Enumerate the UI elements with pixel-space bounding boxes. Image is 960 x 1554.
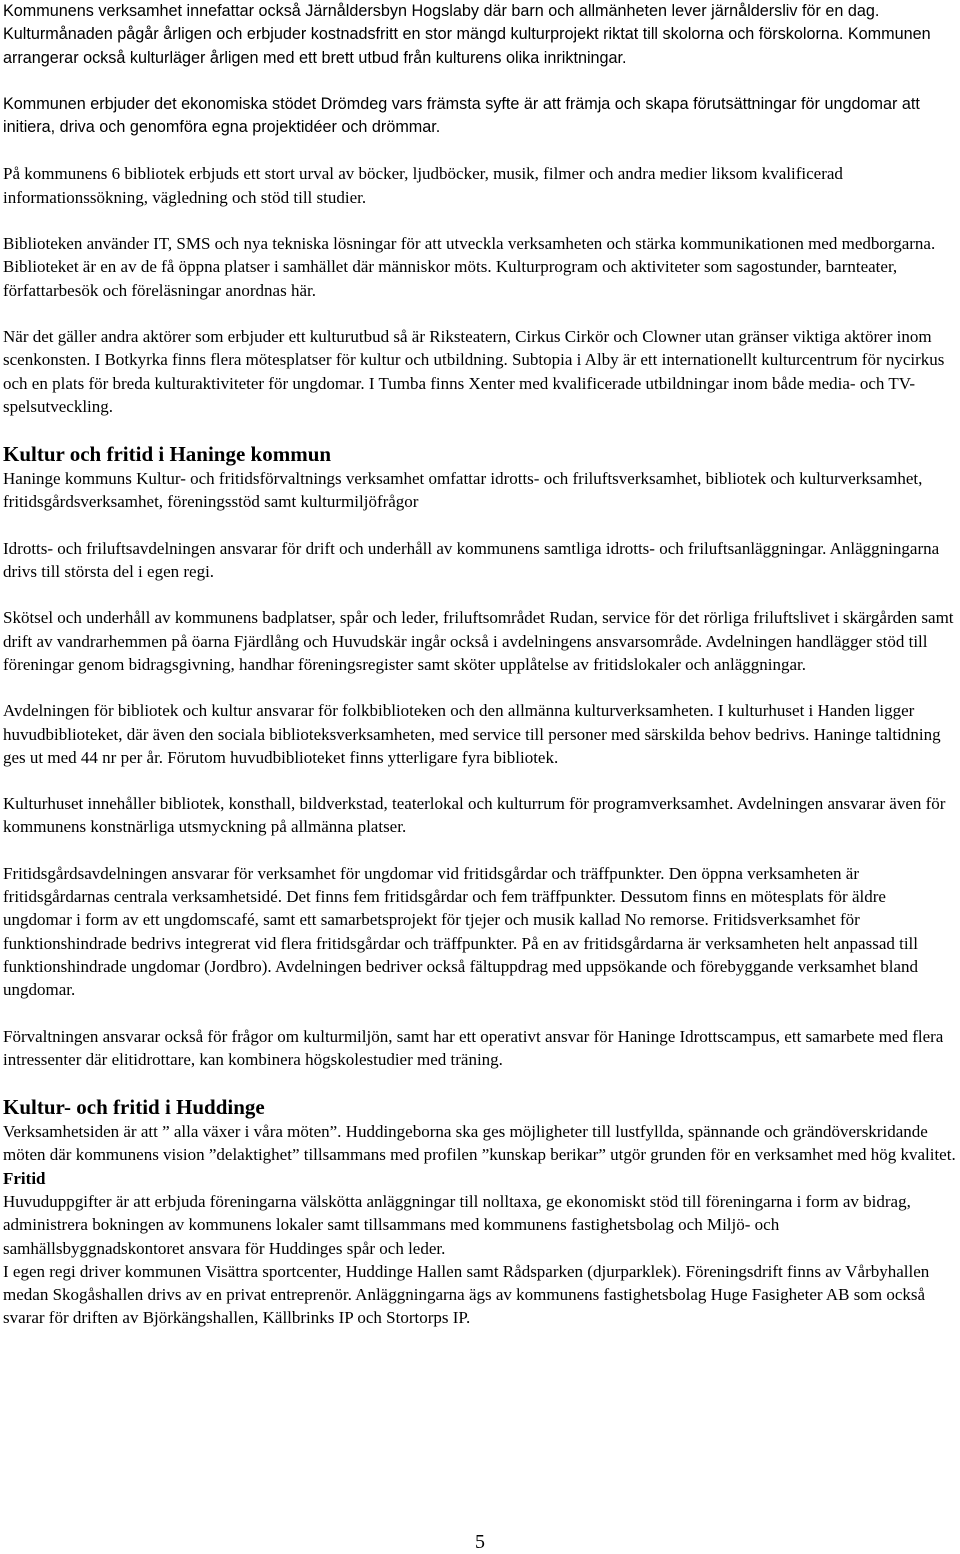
paragraph-huddinge-egen-regi: I egen regi driver kommunen Visättra sportcenter, Huddinge Hallen samt Rådsparken (djurparklek). Föreningsdrift finns av Vårbyhallen medan Skogåshallen drivs av en privat entreprenör. Anläggningarna ägs av kommunens fastighetsbolag Huge Fasigheter AB som också svarar för driften av Björkängshallen, Källbrinks IP och Stortorps IP. bbox=[3, 1261, 930, 1328]
paragraph-haninge-forvaltning: Haninge kommuns Kultur- och fritidsförvaltnings verksamhet omfattar idrotts- och friluftsverksamhet, bibliotek och kulturverksamhet, fritidsgårdsverksamhet, föreningsstöd samt kulturmiljöfrågor bbox=[3, 469, 923, 512]
document-page bbox=[3, 0, 958, 1330]
paragraph-haninge-kulturmiljo: Förvaltningen ansvarar också för frågor om kulturmiljön, samt har ett operativt ansvar för Haninge Idrottscampus, ett samarbete med flera intressenter där elitidrottare, kan kombinera högskolestudier med träning. bbox=[3, 1026, 944, 1069]
paragraph-dromdeg: Kommunen erbjuder det ekonomiska stödet Drömdeg vars främsta syfte är att främja och skapa förutsättningar för ungdomar att initiera, driva och genomföra egna projektidéer och drömmar. bbox=[3, 94, 920, 137]
subheading-fritid: Fritid bbox=[3, 1168, 46, 1188]
paragraph-haninge-kulturhuset: Kulturhuset innehåller bibliotek, konsthall, bildverkstad, teaterlokal och kulturrum för programverksamhet. Avdelningen ansvarar även för kommunens konstnärliga utsmyckning på allmänna platser. bbox=[3, 794, 946, 837]
huddinge-section bbox=[3, 1094, 958, 1330]
paragraph-haninge-idrott: Idrotts- och friluftsavdelningen ansvarar för drift och underhåll av kommunens samtliga idrotts- och friluftsanläggningar. Anläggningarna drivs till största del i egen regi. bbox=[3, 538, 940, 582]
paragraph-andra-aktorer: När det gäller andra aktörer som erbjuder ett kulturutbud så är Riksteatern, Cirkus Cirkör och Clowner utan gränser viktiga aktörer inom scenkonsten. I Botkyrka finns flera mötesplatser för kultur och utbildning. Subtopia i Alby är ett internationellt kulturcentrum för nycirkus och en plats för breda kulturaktiviteter för ungdomar. I Tumba finns Xenter med kvalificerade utbildningar inom både media- och TV-spelsutveckling. bbox=[3, 326, 945, 416]
paragraph-haninge-skotsel: Skötsel och underhåll av kommunens badplatser, spår och leder, friluftsområdet Rudan, service för det rörliga friluftslivet i skärgården samt drift av vandrarhemmen på öarna Fjärdlång och Huvudskär ingår också i avdelningens ansvarsområde. Avdelningen handlägger stöd till föreningar genom bidragsgivning, handhar föreningsregister samt sköter upplåtelse av fritidslokaler och anläggningar. bbox=[3, 608, 954, 674]
paragraph-huddinge-intro: Verksamhetsiden är att ” alla växer i våra möten”. Huddingeborna ska ges möjligheter till lustfyllda, spännande och grändöverskridande möten där kommunens vision ”delaktighet” tillsammans med profilen ”kunskap berikar” utgör grunden för en verksamhet med hög kvalitet. bbox=[3, 1122, 956, 1165]
paragraph-hogslaby: Kommunens verksamhet innefattar också Järnåldersbyn Hogslaby där barn och allmänheten lever järnåldersliv för en dag. Kulturmånaden pågår årligen och erbjuder kostnadsfritt en stor mängd kulturprojekt riktat till skolorna och förskolorna. Kommunen arrangerar också kulturläger årligen med ett brett utbud från kulturens olika inriktningar. bbox=[3, 2, 931, 67]
section-heading-haninge: Kultur och fritid i Haninge kommun bbox=[3, 442, 332, 467]
section-heading-huddinge: Kultur- och fritid i Huddinge bbox=[3, 1095, 265, 1120]
haninge-section bbox=[3, 441, 958, 1071]
paragraph-huddinge-huvuduppgifter: Huvuduppgifter är att erbjuda föreningarna välskötta anläggningar till nolltaxa, ge ekonomiskt stöd till föreningarna i form av bidrag, administrera bokningen av kommunens lokaler samt tillsammans med kommunens fastighetsbolag och Miljö- och samhällsbyggnadskontoret ansvara för Huddinges spår och leder. bbox=[3, 1191, 911, 1258]
page-number: 5 bbox=[475, 1531, 485, 1553]
paragraph-haninge-fritidsgardar: Fritidsgårdsavdelningen ansvarar för verksamhet för ungdomar vid fritidsgårdar och träffpunkter. Den öppna verksamheten är fritidsgårdarnas centrala verksamhetsidé. Det finns fem fritidsgårdar och fem träffpunkter. Dessutom finns en mötesplats för äldre ungdomar i form av ett ungdomscafé, samt ett samarbetsprojekt för tjejer och musik kallad No remorse. Fritidsverksamhet för funktionshindrade bedrivs integrerat vid flera fritidsgårdar och träffpunkter. På en av fritidsgårdarna är verksamheten helt anpassad till funktionshindrade ungdomar (Jordbro). Avdelningen bedriver också fältuppdrag med uppsökande och förebyggande verksamhet bland ungdomar. bbox=[3, 863, 919, 1000]
paragraph-biblioteken-it: Biblioteken använder IT, SMS och nya tekniska lösningar för att utveckla verksamheten och stärka kommunikationen med medborgarna. Biblioteket är en av de få öppna platser i samhället där människor möts. Kulturprogram och aktiviteter som sagostunder, barnteater, författarbesök och föreläsningar anordnas här. bbox=[3, 234, 936, 300]
paragraph-bibliotek: På kommunens 6 bibliotek erbjuds ett stort urval av böcker, ljudböcker, musik, filmer och andra medier liksom kvalificerad informationssökning, vägledning och stöd till studier. bbox=[3, 164, 843, 207]
paragraph-haninge-bibliotek: Avdelningen för bibliotek och kultur ansvarar för folkbiblioteken och den allmänna kulturverksamheten. I kulturhuset i Handen ligger huvudbiblioteket, där även den sociala biblioteksverksamheten, med service till personer med särskilda behov bedrivs. Haninge taltidning ges ut med 44 nr per år. Förutom huvudbiblioteket finns ytterligare fyra bibliotek. bbox=[3, 701, 941, 767]
intro-section bbox=[3, 0, 958, 418]
